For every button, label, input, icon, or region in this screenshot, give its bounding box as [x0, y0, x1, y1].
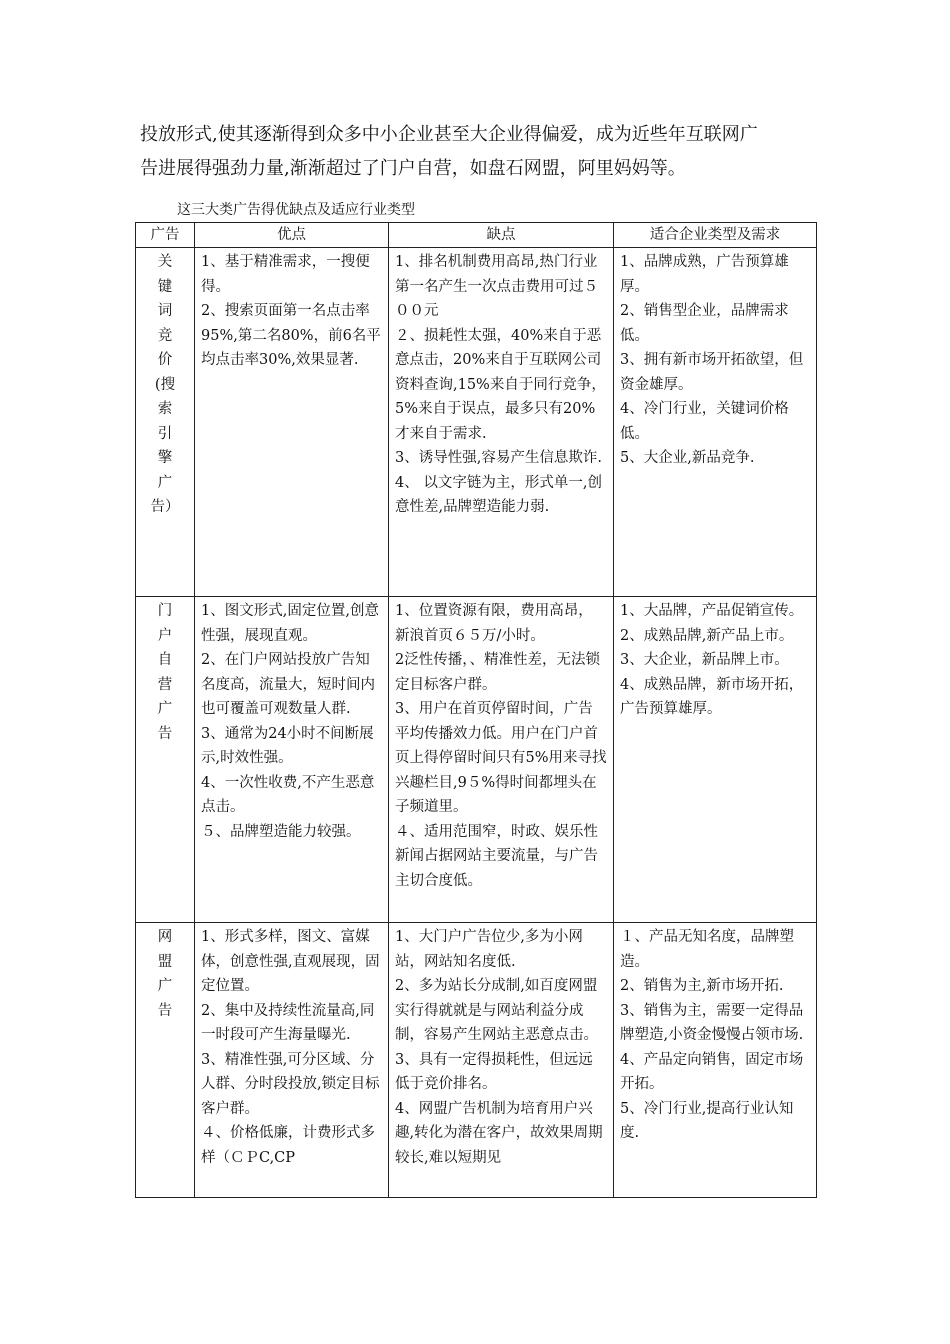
intro-paragraph: [140, 118, 820, 186]
header-suitable: 适合企业类型及需求: [614, 223, 817, 248]
cons-item: 3、用户在首页停留时间，广告平均传播效力低。用户在门户首页上得停留时间只有5%用来寻找兴趣栏目,9５%得时间都埋头在子频道里。: [395, 701, 607, 815]
suit-item: 3、大企业，新品牌上市。: [620, 652, 789, 668]
cons-cell: [389, 923, 614, 1198]
cons-item: 1、位置资源有限，费用高昂，新浪首页６５万/小时。: [395, 603, 593, 644]
ad-type-char: 营: [157, 676, 173, 693]
suit-item: 5、大企业,新品竞争.: [620, 450, 755, 466]
ad-type-char: 告）: [150, 499, 180, 515]
suit-item: 4、冷门行业，关键词价格低。: [620, 401, 789, 442]
ad-type-char: 户: [157, 627, 173, 644]
suit-item: 3、销售为主，需要一定得品牌塑造,小资金慢慢占领市场.: [620, 1002, 804, 1043]
ad-type-char: 擎: [157, 450, 173, 466]
table-row: [136, 923, 817, 1198]
intro-line-1: 投放形式,使其逐渐得到众多中小企业甚至大企业得偏爱，成为近些年互联网广: [140, 124, 758, 145]
ad-type-char: 价: [157, 352, 173, 368]
ad-type-char: 门: [157, 603, 173, 619]
ad-type-cell: [136, 597, 195, 923]
pros-item: ５、品牌塑造能力较强。: [201, 823, 361, 840]
table-caption: 这三大类广告得优缺点及适应行业类型: [177, 202, 415, 218]
suit-item: 1、大品牌，产品促销宣传。: [620, 603, 804, 619]
ad-comparison-table: [135, 222, 817, 1198]
cons-item: 4、 以文字链为主，形式单一,创意性差,品牌塑造能力弱.: [395, 474, 602, 515]
cons-item: 3、具有一定得损耗性，但远远低于竞价排名。: [395, 1051, 593, 1092]
ad-type-char: 广: [157, 701, 173, 717]
ad-type-char: 词: [157, 303, 173, 319]
ad-type-char: 引: [157, 425, 173, 442]
cons-cell: [389, 597, 614, 923]
cons-item: 1、排名机制费用高昂,热门行业第一名产生一次点击费用可过５００元: [395, 254, 598, 319]
pros-item: 4、一次性收费,不产生恶意点击。: [201, 774, 375, 815]
cons-item: 2、多为站长分成制,如百度网盟实行得就就是与网站利益分成制，容易产生网站主恶意点击。: [395, 978, 598, 1043]
suit-item: 4、成熟品牌，新市场开拓，广告预算雄厚。: [620, 676, 804, 717]
ad-type-char: (搜: [154, 376, 176, 393]
table-row: [136, 248, 817, 597]
cons-item: 3、诱导性强,容易产生信息欺诈.: [395, 450, 602, 466]
ad-type-char: 网: [157, 929, 173, 945]
ad-type-cell: [136, 923, 195, 1198]
cons-item: 4、网盟广告机制为培育用户兴趣,转化为潜在客户，故效果周期较长,难以短期见: [395, 1100, 603, 1166]
cons-item: 2泛性传播，、精准性差，无法锁定目标客户群。: [395, 652, 600, 693]
pros-cell: [195, 597, 389, 923]
pros-cell: [195, 248, 389, 597]
ad-type-char: 键: [157, 278, 173, 295]
ad-type-char: 广: [157, 978, 173, 994]
table-header-row: [136, 223, 817, 248]
ad-type-char: 索: [157, 401, 173, 417]
pros-item: 1、基于精准需求，一搜便得。: [201, 254, 370, 295]
suit-item: 4、产品定向销售，固定市场开拓。: [620, 1051, 804, 1092]
suit-item: 2、成熟品牌,新产品上市。: [620, 627, 794, 644]
suitable-cell: [614, 923, 817, 1198]
suit-item: 5、冷门行业,提高行业认知度.: [620, 1100, 794, 1141]
pros-item: 3、通常为24小时不间断展示,时效性强。: [201, 725, 374, 766]
pros-item: 2、集中及持续性流量高,同一时段可产生海量曝光.: [201, 1002, 375, 1043]
cons-item: ２、损耗性太强，40%来自于恶意点击，20%来自于互联网公司资料查询,15%来自于同行竞争，5%来自于误点，最多只有20%才来自于需求.: [395, 327, 606, 442]
suit-item: 3、拥有新市场开拓欲望，但资金雄厚。: [620, 352, 804, 393]
cons-item: ４、适用范围窄，时政、娱乐性新闻占据网站主要流量，与广告主切合度低。: [395, 823, 598, 889]
cons-cell: [389, 248, 614, 597]
intro-line-2: 告进展得强劲力量,渐渐超过了门户自营，如盘石网盟，阿里妈妈等。: [140, 158, 686, 179]
pros-item: 2、搜索页面第一名点击率95%,第二名80%，前6名平均点击率30%,效果显著.: [201, 303, 381, 368]
suit-item: 1、品牌成熟，广告预算雄厚。: [620, 254, 789, 295]
ad-type-char: 告: [157, 725, 173, 742]
ad-type-char: 盟: [157, 953, 173, 970]
suit-item: １、产品无知名度，品牌塑造。: [620, 929, 794, 970]
ad-type-char: 广: [157, 474, 173, 491]
ad-type-char: 关: [157, 254, 173, 270]
pros-item: 3、精准性强,可分区域、分人群、分时段投放,锁定目标客户群。: [201, 1051, 380, 1117]
ad-type-char: 竞: [157, 327, 173, 344]
suitable-cell: [614, 248, 817, 597]
ad-type-cell: [136, 248, 195, 597]
pros-item: ４、价格低廉，计费形式多样（ＣＰC,CP: [201, 1125, 375, 1166]
pros-cell: [195, 923, 389, 1198]
suitable-cell: [614, 597, 817, 923]
header-pros: 优点: [195, 223, 389, 248]
pros-item: 1、图文形式,固定位置,创意性强，展现直观。: [201, 603, 379, 644]
table-row: [136, 597, 817, 923]
suit-item: 2、销售型企业，品牌需求低。: [620, 303, 789, 344]
ad-type-char: 自: [157, 652, 173, 668]
suit-item: 2、销售为主,新市场开拓.: [620, 978, 784, 994]
cons-item: 1、大门户广告位少,多为小网站，网站知名度低.: [395, 929, 583, 970]
pros-item: 1、形式多样，图文、富媒体，创意性强,直观展现，固定位置。: [201, 929, 380, 994]
header-ad-type: 广告: [136, 223, 195, 248]
header-cons: 缺点: [389, 223, 614, 248]
pros-item: 2、在门户网站投放广告知名度高，流量大，短时间内也可覆盖可观数量人群.: [201, 652, 375, 717]
ad-type-char: 告: [157, 1002, 173, 1019]
